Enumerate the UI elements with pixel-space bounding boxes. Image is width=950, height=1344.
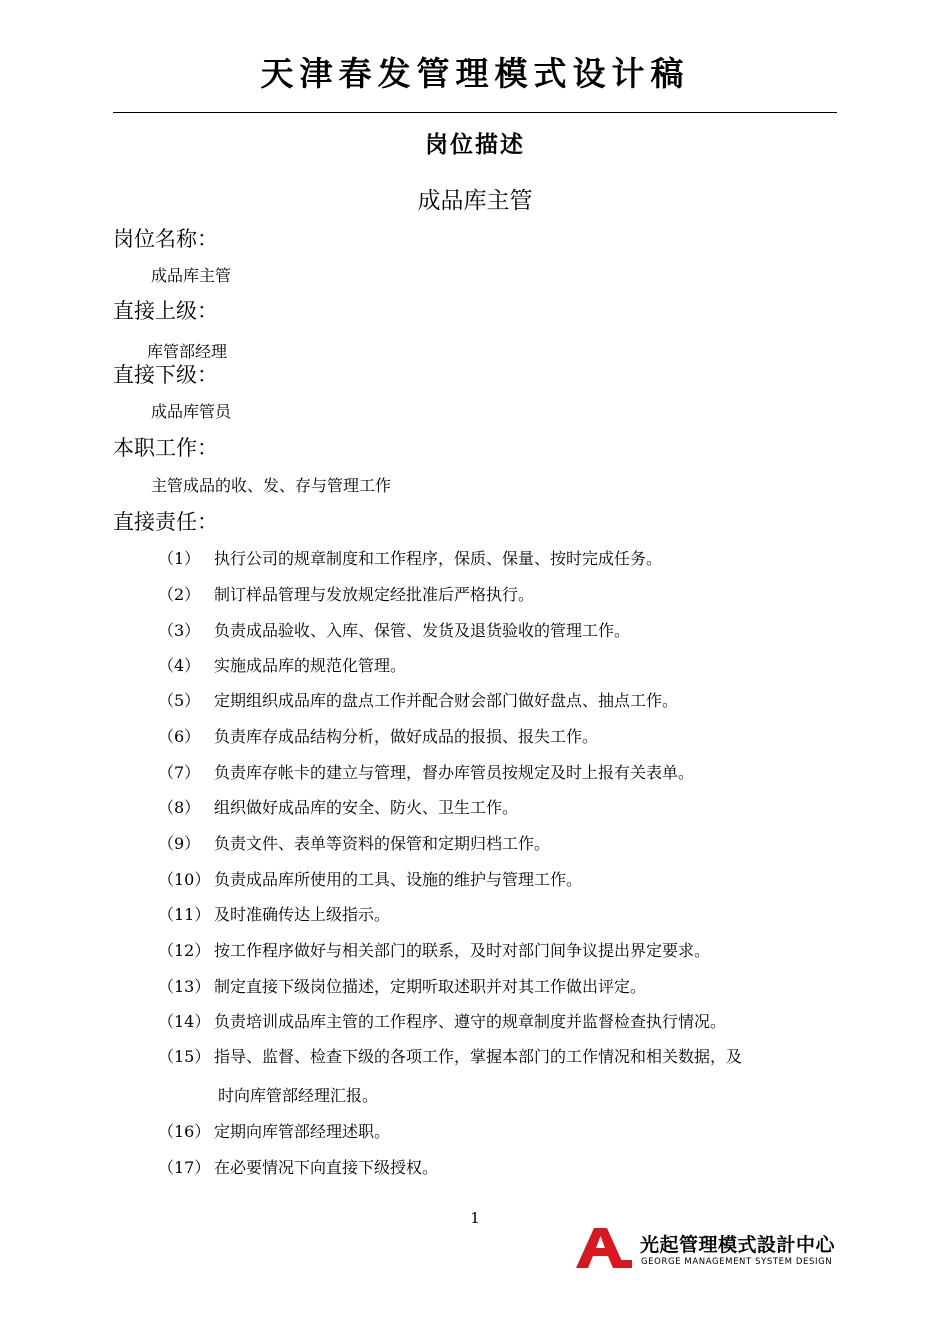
duty-item — [158, 584, 848, 606]
duty-text: 定期向库管部经理述职。 — [214, 1122, 391, 1141]
logo-chinese-name: 光起管理模式設計中心 — [640, 1234, 836, 1256]
duty-item — [158, 1121, 848, 1143]
duty-item — [158, 1011, 848, 1033]
work-label: 本职工作： — [113, 436, 218, 460]
company-logo — [574, 1226, 844, 1274]
duty-text: 执行公司的规章制度和工作程序，保质、保量、按时完成任务。 — [214, 549, 663, 568]
page-number: 1 — [470, 1209, 480, 1227]
superior-label: 直接上级： — [113, 299, 218, 323]
duty-number: （17） — [158, 1158, 211, 1177]
duty-text: 实施成品库的规范化管理。 — [214, 656, 407, 675]
duty-text: 负责库存帐卡的建立与管理，督办库管员按规定及时上报有关表单。 — [214, 763, 695, 782]
duty-text: 负责库存成品结构分析，做好成品的报损、报失工作。 — [214, 727, 599, 746]
duty-item — [158, 762, 848, 784]
job-name-value: 成品库主管 — [151, 266, 232, 285]
duty-number: （5） — [158, 691, 201, 710]
duty-item — [158, 904, 848, 926]
duty-item — [158, 940, 848, 962]
duty-number: （8） — [158, 798, 201, 817]
duty-item — [158, 1046, 848, 1068]
duty-number: （1） — [158, 549, 201, 568]
position-title: 成品库主管 — [417, 188, 533, 214]
duty-number: （9） — [158, 834, 201, 853]
duty-number: （10） — [158, 870, 211, 889]
duty-text-continuation: 时向库管部经理汇报。 — [218, 1086, 379, 1105]
superior-value: 库管部经理 — [147, 342, 228, 361]
duty-text: 按工作程序做好与相关部门的联系，及时对部门间争议提出界定要求。 — [214, 941, 711, 960]
duty-number: （6） — [158, 727, 201, 746]
duty-text: 在必要情况下向直接下级授权。 — [214, 1158, 439, 1177]
duty-text: 制订样品管理与发放规定经批准后严格执行。 — [214, 585, 535, 604]
duty-item — [158, 548, 848, 570]
duty-text: 负责成品库所使用的工具、设施的维护与管理工作。 — [214, 870, 583, 889]
header-divider — [113, 112, 837, 113]
duty-item — [158, 976, 848, 998]
duty-number: （14） — [158, 1012, 211, 1031]
duty-text: 制定直接下级岗位描述，定期听取述职并对其工作做出评定。 — [214, 977, 647, 996]
duty-item — [158, 1157, 848, 1179]
duty-item — [158, 620, 848, 642]
subordinate-value: 成品库管员 — [151, 402, 232, 421]
document-header-title: 天津春发管理模式设计稿 — [260, 54, 690, 93]
logo-english-name: GEORGE MANAGEMENT SYSTEM DESIGN — [641, 1257, 833, 1267]
duty-text: 定期组织成品库的盘点工作并配合财会部门做好盘点、抽点工作。 — [214, 691, 679, 710]
duty-item — [158, 833, 848, 855]
logo-a-mark-icon — [574, 1226, 634, 1270]
duty-text: 负责成品验收、入库、保管、发货及退货验收的管理工作。 — [214, 621, 631, 640]
job-name-label: 岗位名称： — [113, 227, 218, 251]
duty-number: （12） — [158, 941, 211, 960]
work-value: 主管成品的收、发、存与管理工作 — [151, 476, 392, 495]
duty-number: （2） — [158, 585, 201, 604]
duty-number: （4） — [158, 656, 201, 675]
duty-item — [158, 869, 848, 891]
duty-item — [158, 726, 848, 748]
duty-text: 组织做好成品库的安全、防火、卫生工作。 — [214, 798, 519, 817]
duty-number: （3） — [158, 621, 201, 640]
duties-label: 直接责任： — [113, 510, 218, 534]
duty-number: （11） — [158, 905, 211, 924]
duty-text: 负责培训成品库主管的工作程序、遵守的规章制度并监督检查执行情况。 — [214, 1012, 727, 1031]
duty-number: （7） — [158, 763, 201, 782]
duty-number: （15） — [158, 1047, 211, 1066]
duty-number: （16） — [158, 1122, 211, 1141]
duty-text: 指导、监督、检查下级的各项工作，掌握本部门的工作情况和相关数据，及 — [214, 1047, 743, 1066]
duty-text: 负责文件、表单等资料的保管和定期归档工作。 — [214, 834, 551, 853]
duty-number: （13） — [158, 977, 211, 996]
duty-item — [158, 690, 848, 712]
section-title: 岗位描述 — [425, 132, 525, 158]
duty-item — [158, 655, 848, 677]
subordinate-label: 直接下级： — [113, 363, 218, 387]
duty-item — [158, 797, 848, 819]
duty-text: 及时准确传达上级指示。 — [214, 905, 391, 924]
